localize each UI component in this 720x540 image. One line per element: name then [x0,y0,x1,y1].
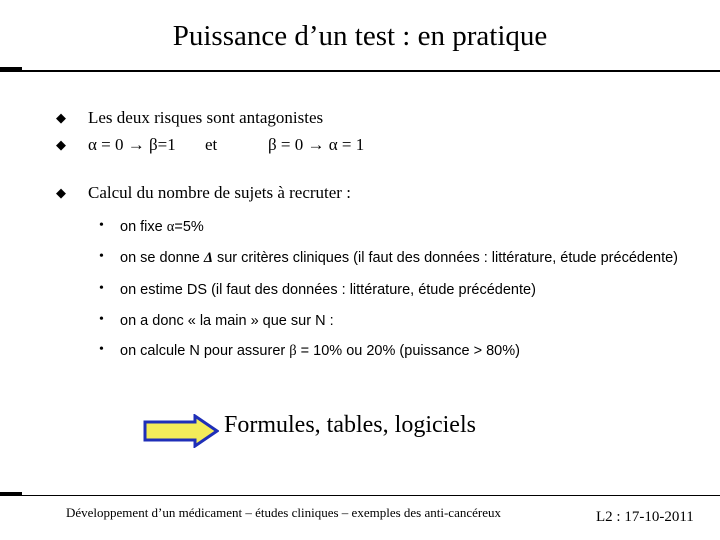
bullet-antagonistes: Les deux risques sont antagonistes [88,108,324,127]
footer-rule [0,495,720,496]
subitem-calcule-n: on calcule N pour assurer β = 10% ou 20% (puissance > 80%) [120,343,520,359]
subitem-estime-ds: on estime DS (il faut des données : littérature, étude précédente) [120,282,536,298]
callout-formules: Formules, tables, logiciels [224,412,476,438]
dot-bullet-icon: • [99,281,104,296]
slide-title: Puissance d’un test : en pratique [172,20,548,52]
bullet-alpha-beta-sep: et [205,135,218,154]
subitem-fixe-alpha: on fixe α=5% [120,219,204,235]
subitem-delta: on se donne Δ sur critères cliniques (il faut des données : littérature, étude précédente) [120,250,679,266]
footer-course-title: Développement d’un médicament – études cliniques – exemples des anti-cancéreux [66,505,501,520]
dot-bullet-icon: • [99,218,104,233]
dot-bullet-icon: • [99,249,104,264]
bullet-alpha-beta-part1: α = 0 → β=1 [88,135,176,154]
bullet-calcul-sujets: Calcul du nombre de sujets à recruter : [88,183,351,202]
diamond-bullet-icon: ◆ [56,137,66,152]
header-rule [0,70,720,72]
subitem-main-sur-n: on a donc « la main » que sur N : [120,313,334,329]
right-arrow-icon [143,414,219,448]
dot-bullet-icon: • [99,342,104,357]
diamond-bullet-icon: ◆ [56,110,66,125]
footer-date: L2 : 17-10-2011 [596,509,694,525]
dot-bullet-icon: • [99,312,104,327]
bullet-alpha-beta-part2: β = 0 → α = 1 [268,135,365,154]
diamond-bullet-icon: ◆ [56,185,66,200]
